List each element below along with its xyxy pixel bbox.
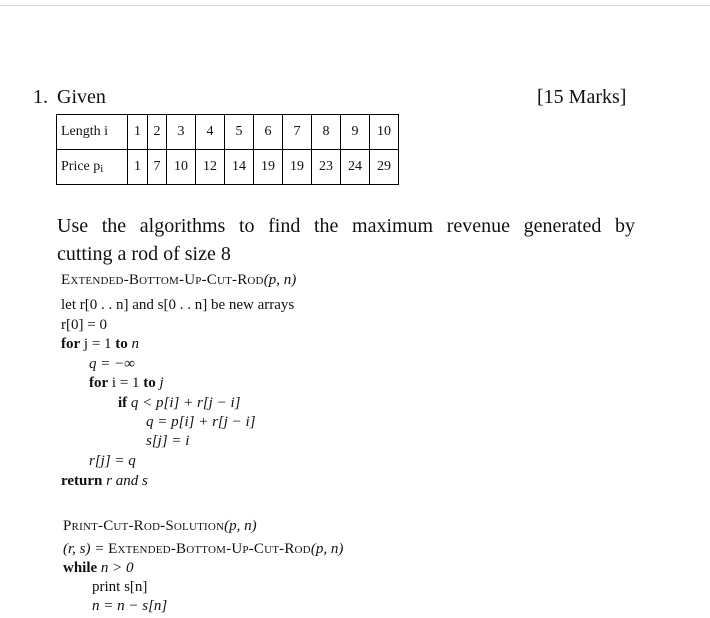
algo1-line-q-init: q = −∞ bbox=[89, 356, 135, 372]
for-j-range: j = 1 bbox=[80, 336, 116, 352]
price-cell: 19 bbox=[283, 150, 312, 185]
length-cell: 7 bbox=[283, 115, 312, 150]
price-cell: 10 bbox=[167, 150, 196, 185]
algo1-line-s-assign: s[j] = i bbox=[146, 433, 190, 449]
price-row bbox=[57, 150, 399, 185]
if-keyword: if bbox=[118, 395, 128, 411]
algo1-line-for-i bbox=[89, 374, 164, 394]
algo1-line-for-j bbox=[61, 335, 139, 355]
assign-lhs: (r, s) = bbox=[63, 541, 109, 557]
algo1-title: Extended-Bottom-Up-Cut-Rod bbox=[61, 272, 264, 288]
question-number: 1. bbox=[33, 86, 48, 108]
length-row bbox=[57, 115, 399, 150]
length-cell: 1 bbox=[128, 115, 148, 150]
length-cell: 5 bbox=[225, 115, 254, 150]
problem-statement-line-2: cutting a rod of size 8 bbox=[57, 243, 231, 265]
price-row-header bbox=[57, 150, 128, 185]
algo2-params: (p, n) bbox=[224, 518, 257, 534]
assign-params: (p, n) bbox=[310, 541, 344, 557]
price-cell: 23 bbox=[312, 150, 341, 185]
problem-statement-line-1: Use the algorithms to find the maximum revenue generated by bbox=[57, 215, 635, 237]
price-cell: 12 bbox=[196, 150, 225, 185]
assign-call: Extended-Bottom-Up-Cut-Rod bbox=[108, 541, 311, 557]
for-keyword: for bbox=[61, 336, 81, 352]
length-cell: 3 bbox=[167, 115, 196, 150]
length-cell: 8 bbox=[312, 115, 341, 150]
algo2-line-while bbox=[63, 559, 134, 579]
for-i-range: i = 1 bbox=[108, 375, 144, 391]
price-cell: 1 bbox=[128, 150, 148, 185]
price-cell: 14 bbox=[225, 150, 254, 185]
algo1-line-q-assign: q = p[i] + r[j − i] bbox=[146, 414, 256, 430]
problem-statement bbox=[57, 212, 635, 268]
length-cell: 10 bbox=[370, 115, 399, 150]
for-i-end: j bbox=[155, 375, 164, 391]
algo2-title: Print-Cut-Rod-Solution bbox=[63, 518, 225, 534]
algo1-header bbox=[61, 271, 296, 291]
question-marks: [15 Marks] bbox=[537, 86, 627, 108]
algo2-header bbox=[63, 517, 257, 537]
length-cell: 6 bbox=[254, 115, 283, 150]
top-divider bbox=[0, 5, 710, 6]
return-keyword: return bbox=[61, 473, 103, 489]
for-keyword: for bbox=[89, 375, 109, 391]
algo2-line-print: print s[n] bbox=[92, 579, 148, 595]
price-cell: 19 bbox=[254, 150, 283, 185]
algo1-line-if bbox=[118, 394, 240, 414]
for-j-end: n bbox=[127, 336, 140, 352]
algo1-params: (p, n) bbox=[263, 272, 297, 288]
to-keyword: to bbox=[115, 336, 128, 352]
to-keyword: to bbox=[143, 375, 156, 391]
while-keyword: while bbox=[63, 560, 98, 576]
length-cell: 4 bbox=[196, 115, 225, 150]
length-cell: 9 bbox=[341, 115, 370, 150]
price-table bbox=[56, 114, 399, 185]
question-given-label: Given bbox=[57, 86, 106, 108]
price-cell: 29 bbox=[370, 150, 399, 185]
algo1-line-init: r[0] = 0 bbox=[61, 317, 107, 333]
return-values: r and s bbox=[102, 473, 148, 489]
price-label: Price p bbox=[61, 159, 101, 174]
price-label-subscript: i bbox=[100, 163, 104, 175]
price-cell: 24 bbox=[341, 150, 370, 185]
algo1-line-r-assign: r[j] = q bbox=[89, 453, 136, 469]
price-cell: 7 bbox=[148, 150, 167, 185]
length-cell: 2 bbox=[148, 115, 167, 150]
algo1-line-let: let r[0 . . n] and s[0 . . n] be new arrays bbox=[61, 297, 295, 313]
if-condition: q < p[i] + r[j − i] bbox=[127, 395, 241, 411]
while-condition: n > 0 bbox=[97, 560, 134, 576]
length-label: Length i bbox=[61, 124, 109, 139]
algo2-line-update: n = n − s[n] bbox=[92, 598, 168, 614]
algo1-line-return bbox=[61, 472, 148, 492]
algo2-line-assign bbox=[63, 540, 343, 560]
length-row-header bbox=[57, 115, 128, 150]
